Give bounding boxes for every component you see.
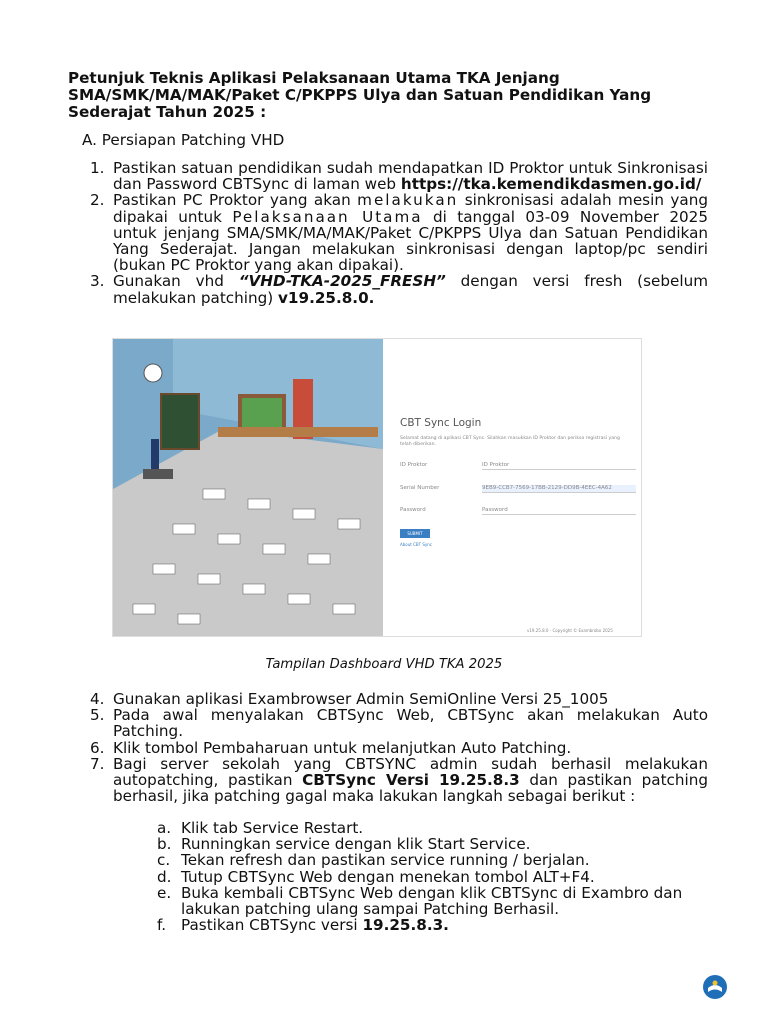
list-item: c. Tekan refresh dan pastikan service running / berjalan. <box>157 851 590 870</box>
login-panel <box>385 339 641 636</box>
list-item: 2. Pastikan PC Proktor yang akan melakukan sinkronisasi adalah mesin yang dipakai untuk Pelaksanaan Utama di tanggal 03-09 November 2025 untuk jenjang SMA/SMK/MA/MAK/Paket C/PKPPS Ulya dan Satuan Pendidikan Yang Sederajat. Jangan melakukan sinkronisasi dengan laptop/pc sendiri (bukan PC Proktor yang akan dipakai). <box>90 191 708 275</box>
list-item: e. Buka kembali CBTSync Web dengan klik CBTSync di Exambro dan lakukan patching ulang sampai Patching Berhasil. <box>157 883 683 919</box>
ministry-logo-icon <box>702 974 728 1000</box>
login-title: CBT Sync Login <box>400 417 482 429</box>
list-item: 5. Pada awal menyalakan CBTSync Web, CBTSync akan melakukan Auto Patching. <box>90 706 708 741</box>
classroom-illustration <box>113 339 383 636</box>
version-text: v19.25.8.0 - Copyright © Exambrobo 2025 <box>527 628 613 633</box>
about-link[interactable]: About CBT Sync <box>400 542 432 547</box>
login-description: Selamat datang di aplikasi CBT Sync. Silahkan masukkan ID Proktor dan periksa registrasi yang telah diberikan. <box>400 436 620 447</box>
submit-button[interactable]: SUBMIT <box>400 529 430 538</box>
instruction-list-top <box>90 160 708 306</box>
website-link[interactable]: https://tka.kemendikdasmen.go.id/ <box>400 175 702 194</box>
sub-step-list <box>157 820 702 933</box>
figure-caption: Tampilan Dashboard VHD TKA 2025 <box>265 657 503 672</box>
serial-number-field[interactable]: Serial Number 9EB9-CCB7-7569-17BB-2129-DD9B-4EEC-4A62 <box>400 485 636 495</box>
list-item: 6. Klik tombol Pembaharuan untuk melanjutkan Auto Patching. <box>90 738 572 757</box>
dashboard-screenshot <box>112 338 642 637</box>
list-item: b. Runningkan service dengan klik Start Service. <box>157 835 531 854</box>
list-item: 7. Bagi server sekolah yang CBTSYNC admin sudah berhasil melakukan autopatching, pastikan CBTSync Versi 19.25.8.3 dan pastikan patching berhasil, jika patching gagal maka lakukan langkah sebagai berikut : <box>90 754 709 806</box>
list-item: d. Tutup CBTSync Web dengan menekan tombol ALT+F4. <box>157 867 595 886</box>
password-field[interactable]: Password Password <box>400 507 636 517</box>
instruction-list-bottom <box>90 691 708 804</box>
list-item: f. Pastikan CBTSync versi 19.25.8.3. <box>157 916 449 935</box>
list-item: 4. Gunakan aplikasi Exambrowser Admin SemiOnline Versi 25_1005 <box>90 690 609 708</box>
section-heading: A. Persiapan Patching VHD <box>82 131 285 149</box>
document-title: Petunjuk Teknis Aplikasi Pelaksanaan Utama TKA Jenjang SMA/SMK/MA/MAK/Paket C/PKPPS Ulya dan Satuan Pendidikan Yang Sederajat Tahun 2025 : <box>68 69 652 121</box>
list-item: a. Klik tab Service Restart. <box>157 819 364 837</box>
list-item: 1. Pastikan satuan pendidikan sudah mendapatkan ID Proktor untuk Sinkronisasi dan Password CBTSync di laman web https://tka.kemendikdasmen.go.id/ <box>90 159 708 194</box>
id-proktor-field[interactable]: ID Proktor ID Proktor <box>400 462 636 472</box>
list-item: 3. Gunakan vhd “VHD-TKA-2025_FRESH” dengan versi fresh (sebelum melakukan patching) v19.25.8.0. <box>90 272 708 307</box>
